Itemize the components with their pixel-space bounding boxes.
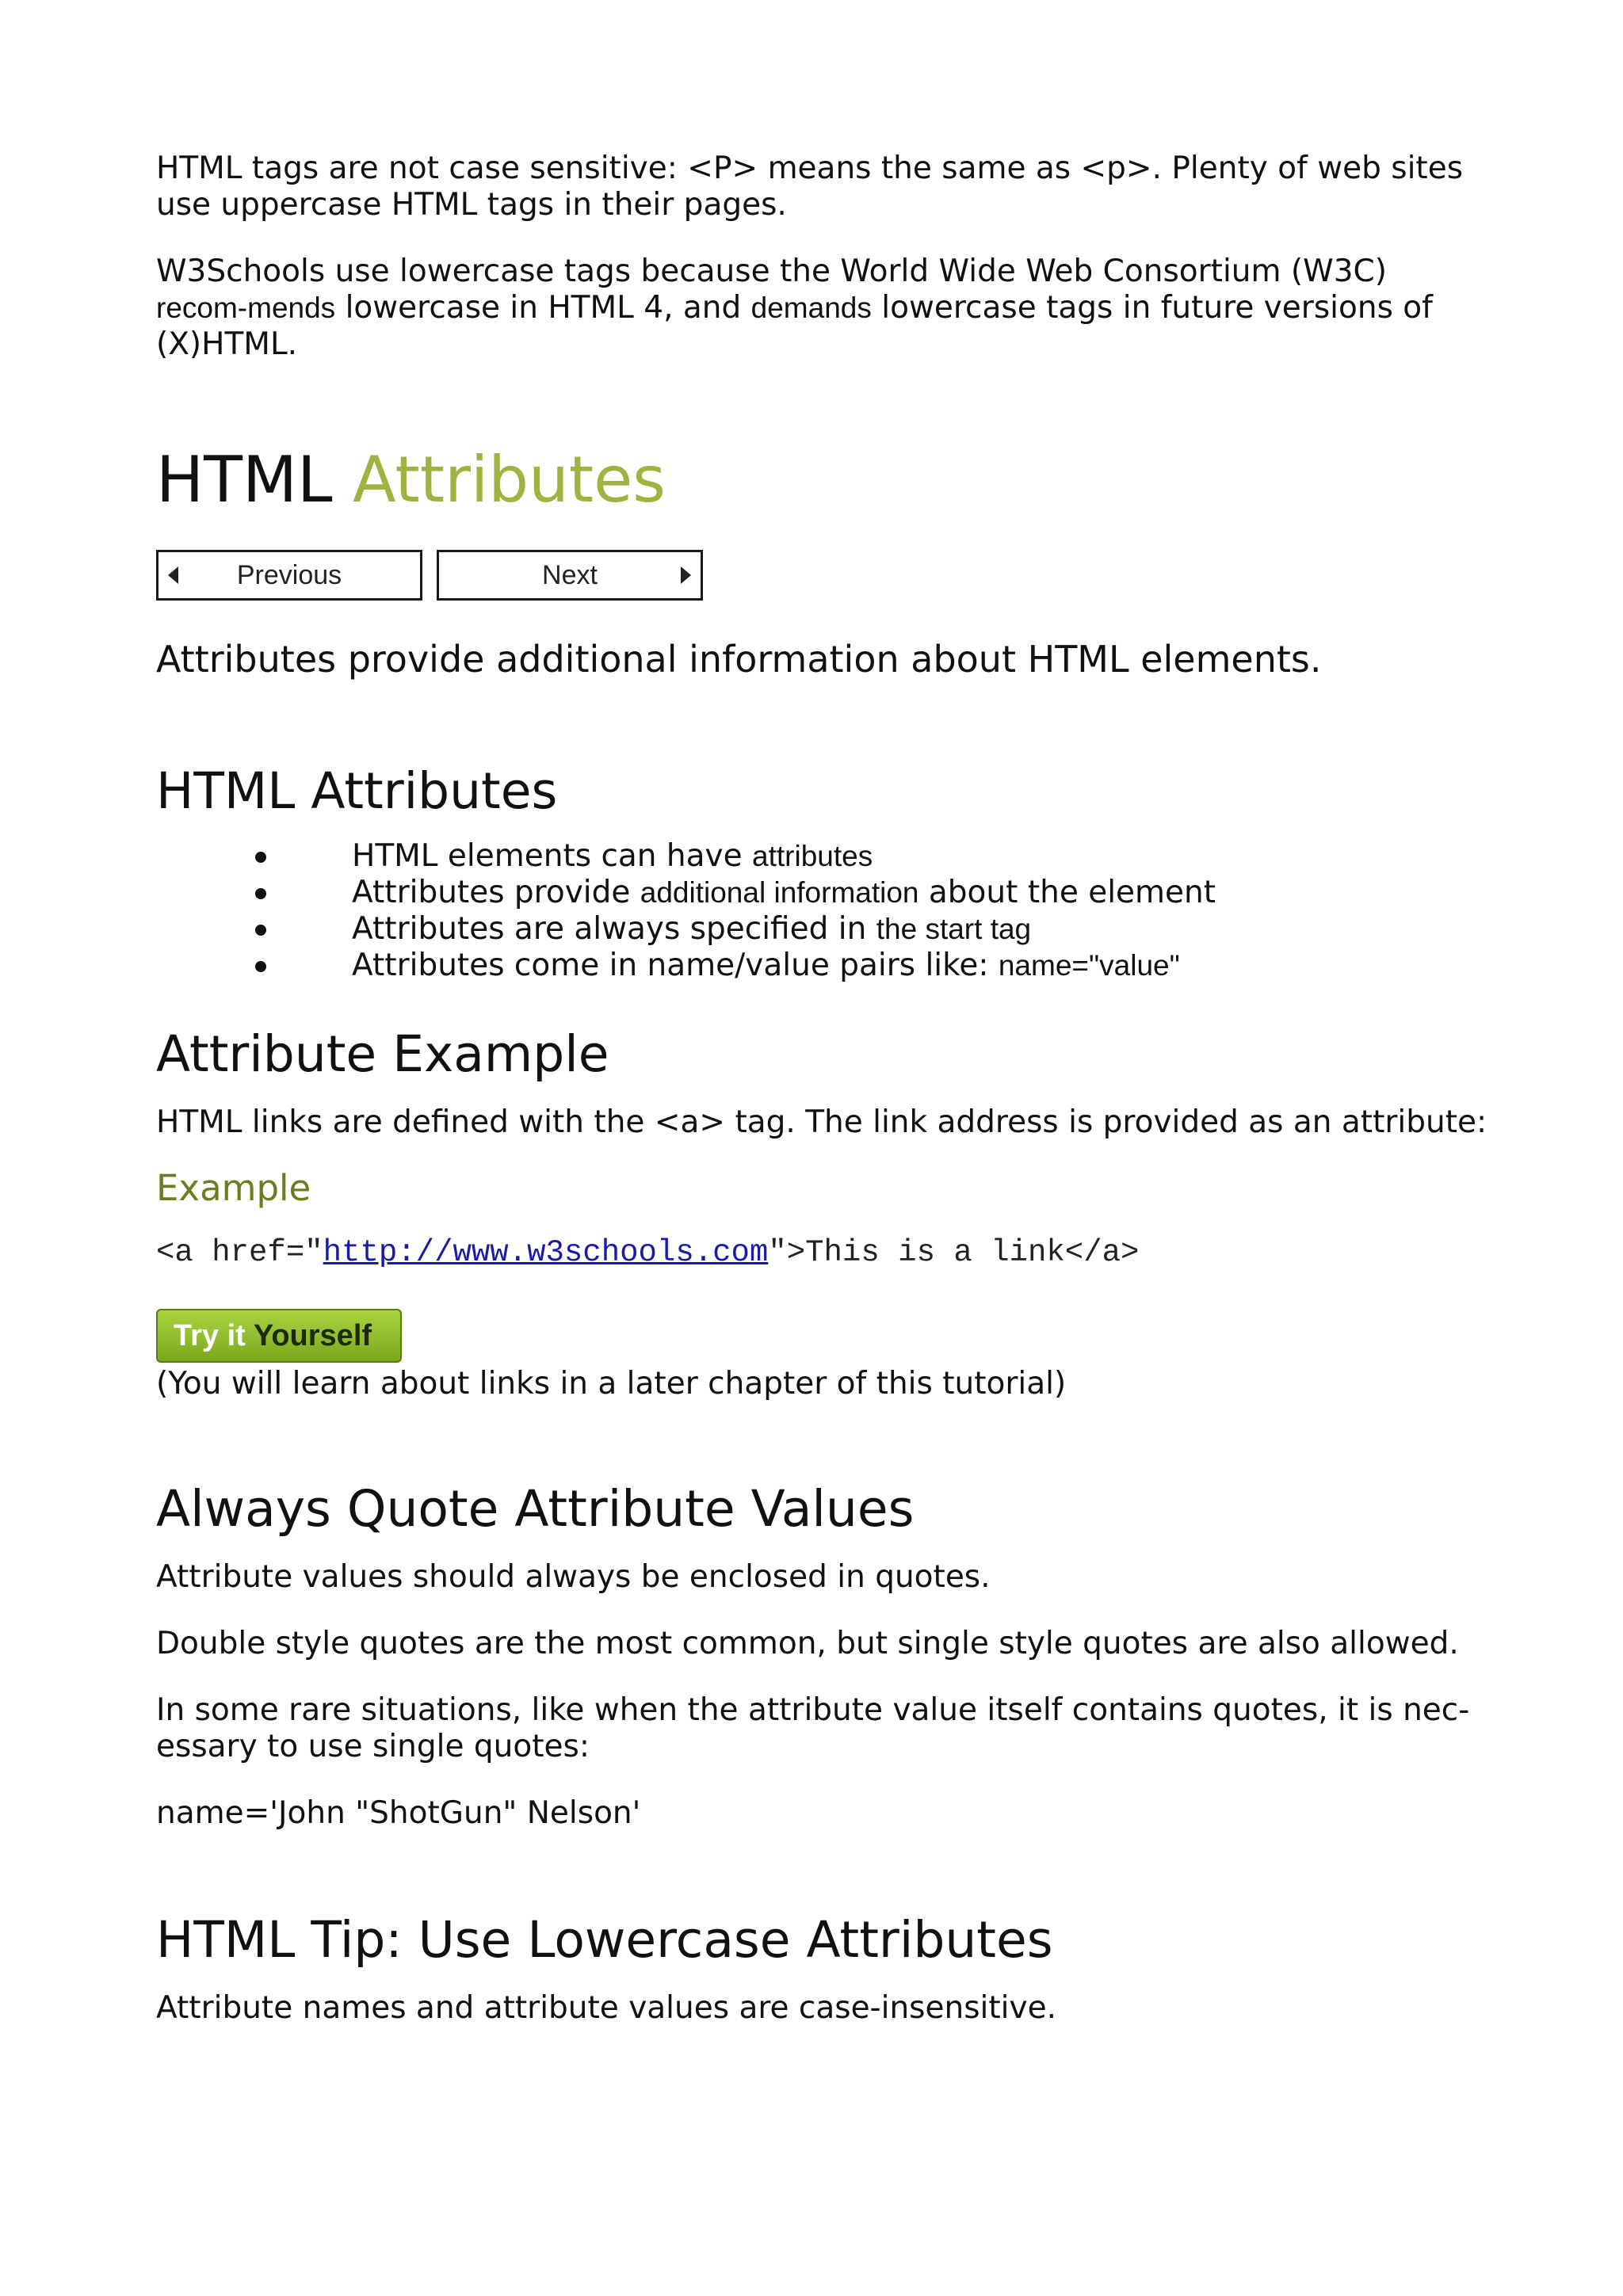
bullet-icon: [255, 925, 266, 936]
bullet-text-a: HTML elements can have: [352, 838, 753, 874]
quote-paragraph-1: Attribute values should always be enclosed in quotes.: [156, 1559, 991, 1595]
links-note: (You will learn about links in a later chapter of this tutorial): [156, 1366, 1067, 1402]
bullet-text-a: Attributes are always specified in: [352, 911, 876, 947]
list-item: [156, 838, 1487, 875]
bullet-text-c: about the element: [918, 875, 1216, 910]
previous-label: Previous: [236, 559, 342, 590]
try-it-label-word1: Try it: [174, 1318, 246, 1352]
arrow-right-icon: [681, 566, 691, 584]
lead-paragraph: Attributes provide additional information about HTML elements.: [156, 638, 1322, 681]
quote-paragraph-3: In some rare situations, like when the attribute value itself contains quotes, it is nec-essary to use single quotes:: [156, 1692, 1470, 1764]
bullet-text-b: name="value": [998, 949, 1180, 982]
list-item: [156, 911, 1487, 948]
previous-button[interactable]: [156, 550, 422, 601]
list-item: [156, 948, 1487, 984]
section-heading-tip: HTML Tip: Use Lowercase Attributes: [156, 1911, 1053, 1969]
bullet-icon: [255, 888, 266, 899]
attributes-bullet-list: [156, 838, 1487, 984]
bullet-icon: [255, 961, 266, 972]
bullet-text-b: additional information: [640, 876, 919, 909]
page-title-accent: Attributes: [353, 443, 666, 517]
next-button[interactable]: [437, 550, 703, 601]
page-title: [156, 441, 1487, 520]
intro-paragraph-1: HTML tags are not case sensitive: <P> means the same as <p>. Plenty of web sites use uppercase HTML tags in their pages.: [156, 151, 1464, 223]
quote-example-value: name='John "ShotGun" Nelson': [156, 1795, 641, 1831]
page-title-part1: HTML: [156, 443, 353, 517]
tip-paragraph-1: Attribute names and attribute values are case-insensitive.: [156, 1990, 1056, 2026]
section-heading-example: Attribute Example: [156, 1025, 609, 1083]
intro-p2-text-d: demands: [750, 292, 872, 324]
bullet-icon: [255, 852, 266, 863]
list-item: [156, 875, 1487, 911]
code-example: [156, 1234, 1487, 1271]
example-label: Example: [156, 1167, 311, 1209]
bullet-text-b: attributes: [752, 840, 873, 872]
intro-p2-text-b: recom-mends: [156, 292, 336, 324]
try-it-label-word2: Yourself: [253, 1318, 372, 1352]
intro-p2-text-a: W3Schools use lowercase tags because the World Wide Web Consortium (W3C): [156, 254, 1387, 289]
intro-p2-text-e: lowercase tags in future versions of (X)HTML.: [156, 290, 1433, 362]
section-heading-quote: Always Quote Attribute Values: [156, 1480, 915, 1538]
intro-paragraph-2: [156, 254, 1487, 363]
quote-paragraph-2: Double style quotes are the most common, but single style quotes are also allowed.: [156, 1626, 1459, 1661]
next-label: Next: [542, 559, 598, 590]
bullet-text-a: Attributes provide: [352, 875, 640, 910]
try-it-yourself-button[interactable]: [156, 1309, 402, 1363]
example-intro: HTML links are defined with the <a> tag. The link address is provided as an attribute:: [156, 1104, 1487, 1140]
code-link[interactable]: http://www.w3schools.com: [323, 1235, 769, 1270]
section-heading-attributes: HTML Attributes: [156, 762, 558, 820]
code-before: <a href=": [156, 1235, 323, 1270]
intro-p2-text-c: lowercase in HTML 4, and: [335, 290, 751, 326]
code-after: ">This is a link</a>: [768, 1235, 1140, 1270]
bullet-text-a: Attributes come in name/value pairs like:: [352, 948, 999, 983]
bullet-text-b: the start tag: [876, 913, 1032, 945]
pagination-nav: [156, 550, 1487, 601]
arrow-left-icon: [168, 566, 178, 584]
document-page: [156, 151, 1487, 2027]
